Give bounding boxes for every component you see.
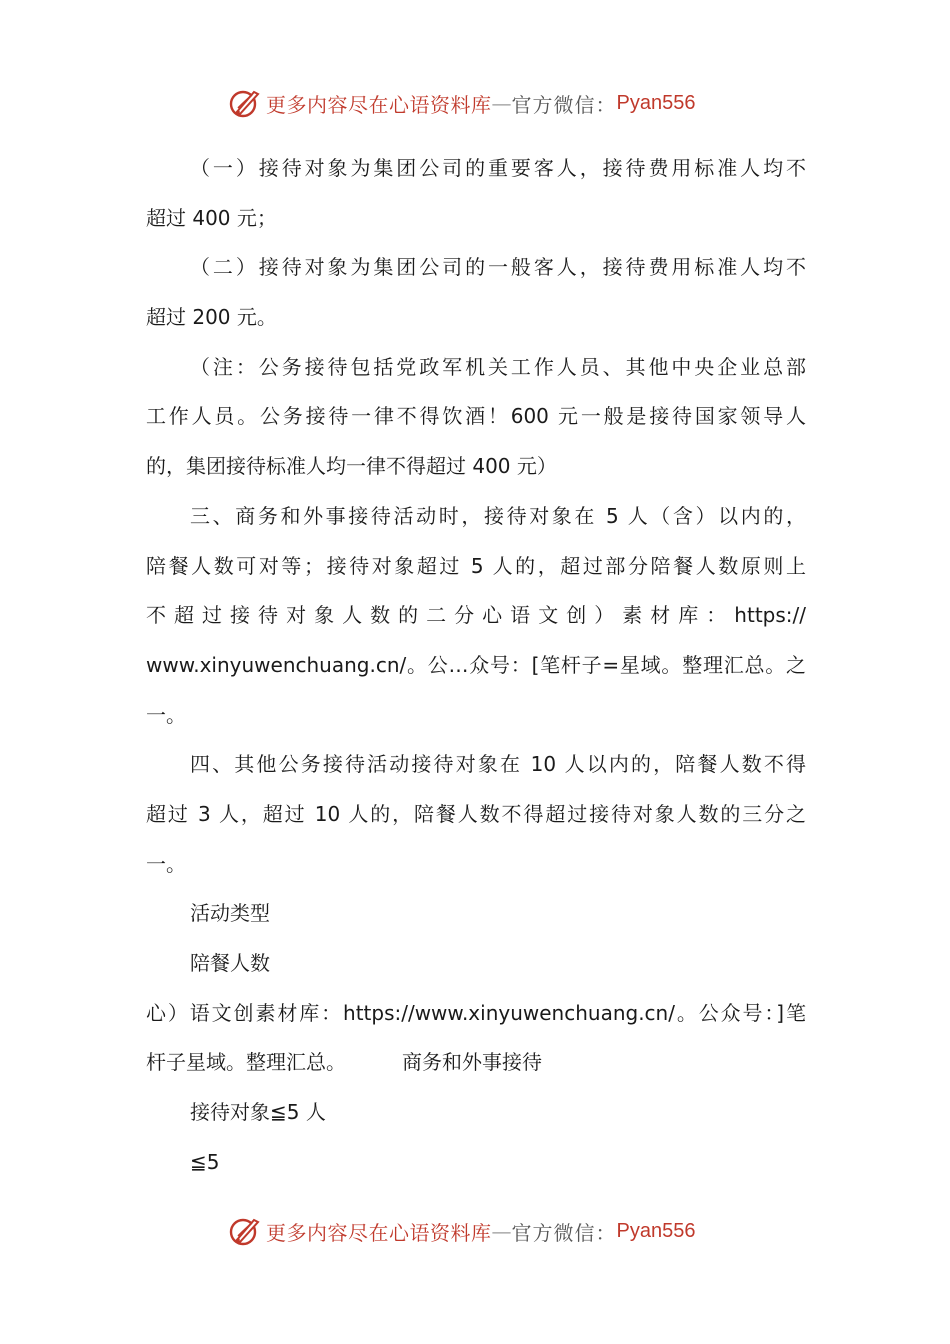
watermark-wechat-id: Pyan556 [616, 91, 696, 114]
footer-watermark [228, 1211, 695, 1251]
watermark-dash: — [491, 91, 512, 115]
table-cell-business-reception: 商务和外事接待 [402, 1050, 542, 1075]
document-body [146, 144, 806, 1187]
paragraph-line: 四、其他公务接待活动接待对象在 10 人以内的，陪餐人数不得 [190, 752, 806, 777]
paragraph-line: 工作人员。公务接待一律不得饮酒！600 元一般是接待国家领导人 [146, 404, 806, 429]
paragraph-line: （二）接待对象为集团公司的一般客人，接待费用标准人均不 [190, 255, 806, 280]
paragraph-text: 杆子星域。整理汇总。 [146, 1050, 346, 1075]
paragraph-line: 不超过接待对象人数的二分心语文创）素材库：https:// [146, 603, 806, 628]
watermark-official-label: 官方微信： [511, 92, 617, 117]
paragraph-line: 的，集团接待标准人均一律不得超过 400 元） [146, 454, 557, 479]
paragraph-line: 心）语文创素材库：https://www.xinyuwenchuang.cn/。公众号：]笔 [146, 1000, 806, 1025]
quill-logo-icon [228, 86, 262, 120]
paragraph-line: 三、商务和外事接待活动时，接待对象在 5 人（含）以内的， [190, 503, 806, 528]
watermark-brand: 更多内容尽在心语资料库 [266, 92, 492, 117]
table-cell-guests-condition: 接待对象≦5 人 [190, 1100, 326, 1125]
paragraph-line: 一。 [146, 702, 186, 727]
header-watermark [228, 83, 695, 123]
table-cell-companion-limit: ≦5 [190, 1149, 220, 1174]
paragraph-line: （一）接待对象为集团公司的重要客人，接待费用标准人均不 [190, 156, 806, 180]
paragraph-line: 超过 3 人，超过 10 人的，陪餐人数不得超过接待对象人数的三分之 [146, 801, 806, 826]
paragraph-line: 超过 400 元； [146, 205, 277, 230]
watermark-wechat-id: Pyan556 [616, 1219, 696, 1242]
table-cell-activity-type: 活动类型 [190, 901, 270, 926]
watermark-dash: — [491, 1219, 512, 1243]
paragraph-line: www.xinyuwenchuang.cn/。公…众号：[笔杆子=星域。整理汇总。之 [146, 652, 806, 677]
watermark-official-label: 官方微信： [511, 1220, 617, 1245]
quill-logo-icon [228, 1214, 262, 1248]
table-cell-companion-count: 陪餐人数 [190, 951, 270, 975]
paragraph-line: 一。 [146, 851, 186, 876]
paragraph-line: 超过 200 元。 [146, 305, 277, 330]
watermark-brand: 更多内容尽在心语资料库 [266, 1220, 492, 1245]
paragraph-line-mixed [146, 1038, 806, 1088]
paragraph-line: 陪餐人数可对等；接待对象超过 5 人的，超过部分陪餐人数原则上 [146, 553, 806, 578]
paragraph-line: （注：公务接待包括党政军机关工作人员、其他中央企业总部 [190, 354, 806, 379]
